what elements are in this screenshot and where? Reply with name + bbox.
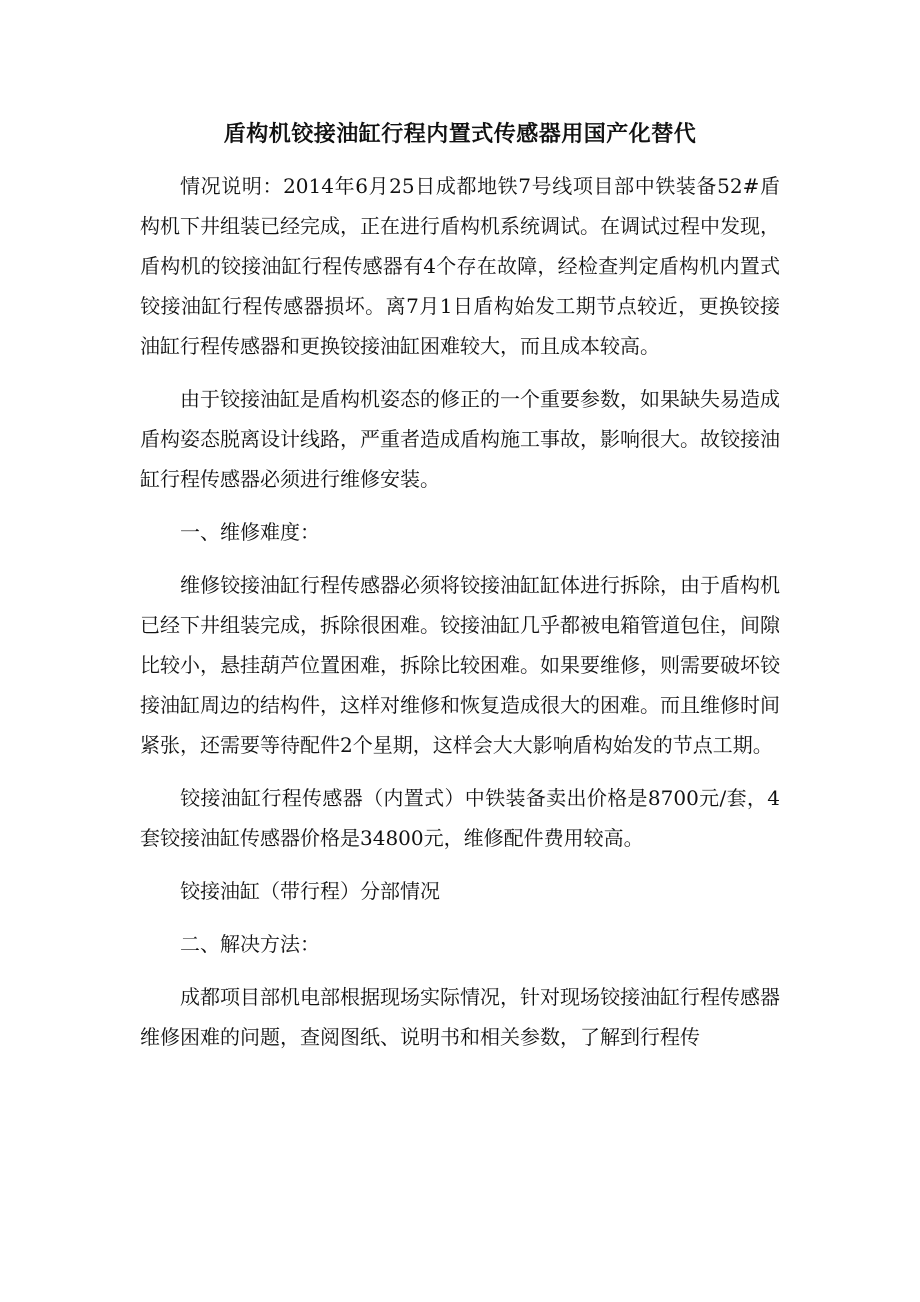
section-heading-solution: 二、解决方法： bbox=[180, 932, 320, 956]
section-heading-difficulty: 一、维修难度： bbox=[180, 520, 320, 544]
paragraph-cost: 铰接油缸行程传感器（内置式）中铁装备卖出价格是8700元/套，4套铰接油缸传感器价格是34800元，维修配件费用较高。 bbox=[140, 786, 780, 850]
paragraph-difficulty: 维修铰接油缸行程传感器必须将铰接油缸缸体进行拆除，由于盾构机已经下井组装完成，拆除很困难。铰接油缸几乎都被电箱管道包住，间隙比较小，悬挂葫芦位置困难，拆除比较困难。如果要维修，则需要破坏铰接油缸周边的结构件，这样对维修和恢复造成很大的困难。而且维修时间紧张，还需要等待配件2个星期，这样会大大影响盾构始发的节点工期。 bbox=[140, 573, 780, 757]
document-body bbox=[140, 166, 780, 1070]
document-title: 盾构机铰接油缸行程内置式传感器用国产化替代 bbox=[223, 121, 697, 147]
paragraph-importance: 由于铰接油缸是盾构机姿态的修正的一个重要参数，如果缺失易造成盾构姿态脱离设计线路，严重者造成盾构施工事故，影响很大。故铰接油缸行程传感器必须进行维修安装。 bbox=[140, 387, 780, 491]
paragraph-solution: 成都项目部机电部根据现场实际情况，针对现场铰接油缸行程传感器维修困难的问题，查阅图纸、说明书和相关参数，了解到行程传 bbox=[140, 985, 780, 1049]
paragraph-situation: 情况说明：2014年6月25日成都地铁7号线项目部中铁装备52#盾构机下井组装已经完成，正在进行盾构机系统调试。在调试过程中发现，盾构机的铰接油缸行程传感器有4个存在故障，经检查判定盾构机内置式铰接油缸行程传感器损坏。离7月1日盾构始发工期节点较近，更换铰接油缸行程传感器和更换铰接油缸困难较大，而且成本较高。 bbox=[140, 174, 780, 358]
paragraph-distribution: 铰接油缸（带行程）分部情况 bbox=[180, 879, 440, 903]
